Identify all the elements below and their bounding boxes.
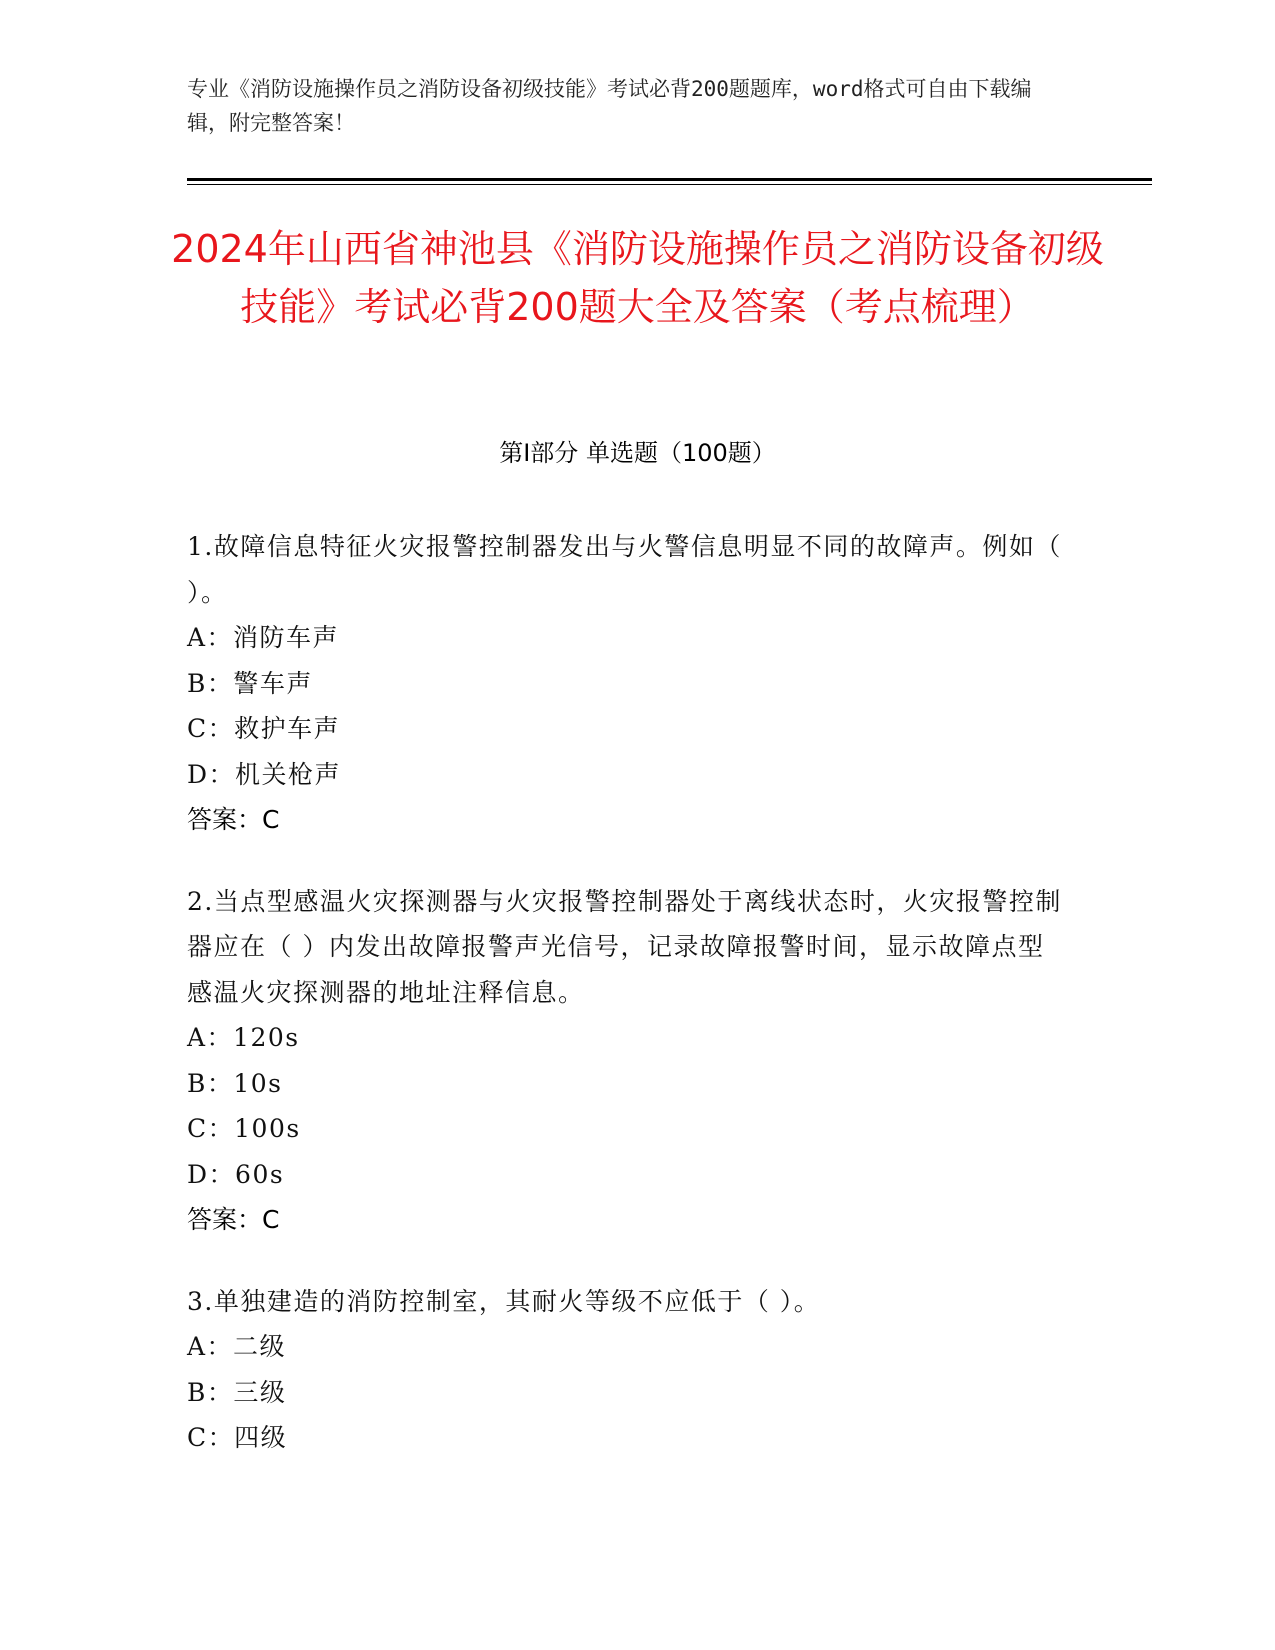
option-c: C：四级: [187, 1423, 288, 1452]
answer: 答案：C: [187, 1205, 280, 1234]
answer: 答案：C: [187, 805, 280, 834]
option-b: B：10s: [187, 1068, 283, 1098]
section-heading: 第Ⅰ部分 单选题（100题）: [499, 439, 776, 467]
option-a: A：二级: [187, 1332, 287, 1361]
header-divider-thick: [187, 178, 1152, 181]
option-d: D：机关枪声: [187, 759, 342, 789]
option-c: C：救护车声: [187, 714, 341, 743]
option-c: C：100s: [187, 1114, 301, 1143]
option-d: D：60s: [187, 1159, 285, 1189]
question-1: [187, 524, 1067, 843]
header-divider-thin: [187, 184, 1152, 185]
question-text: 3.单独建造的消防控制室，其耐火等级不应低于（ ）。: [187, 1286, 821, 1316]
question-list: [187, 524, 1067, 1497]
header-note: 专业《消防设施操作员之消防设备初级技能》考试必背200题题库，word格式可自由下载编辑，附完整答案！: [187, 77, 1032, 135]
document-title: 2024年山西省神池县《消防设施操作员之消防设备初级技能》考试必背200题大全及答案（考点梳理）: [171, 227, 1104, 329]
option-a: A：消防车声: [187, 623, 340, 652]
question-text: 2.当点型感温火灾探测器与火灾报警控制器处于离线状态时，火灾报警控制器应在（ ）内发出故障报警声光信号，记录故障报警时间，显示故障点型感温火灾探测器的地址注释信息。: [187, 886, 1062, 1007]
option-b: B：三级: [187, 1377, 287, 1407]
question-text: 1.故障信息特征火灾报警控制器发出与火警信息明显不同的故障声。例如（ ）。: [187, 532, 1062, 607]
option-a: A：120s: [187, 1023, 300, 1052]
question-2: [187, 879, 1067, 1243]
option-b: B：警车声: [187, 668, 313, 698]
question-3: [187, 1279, 1067, 1461]
